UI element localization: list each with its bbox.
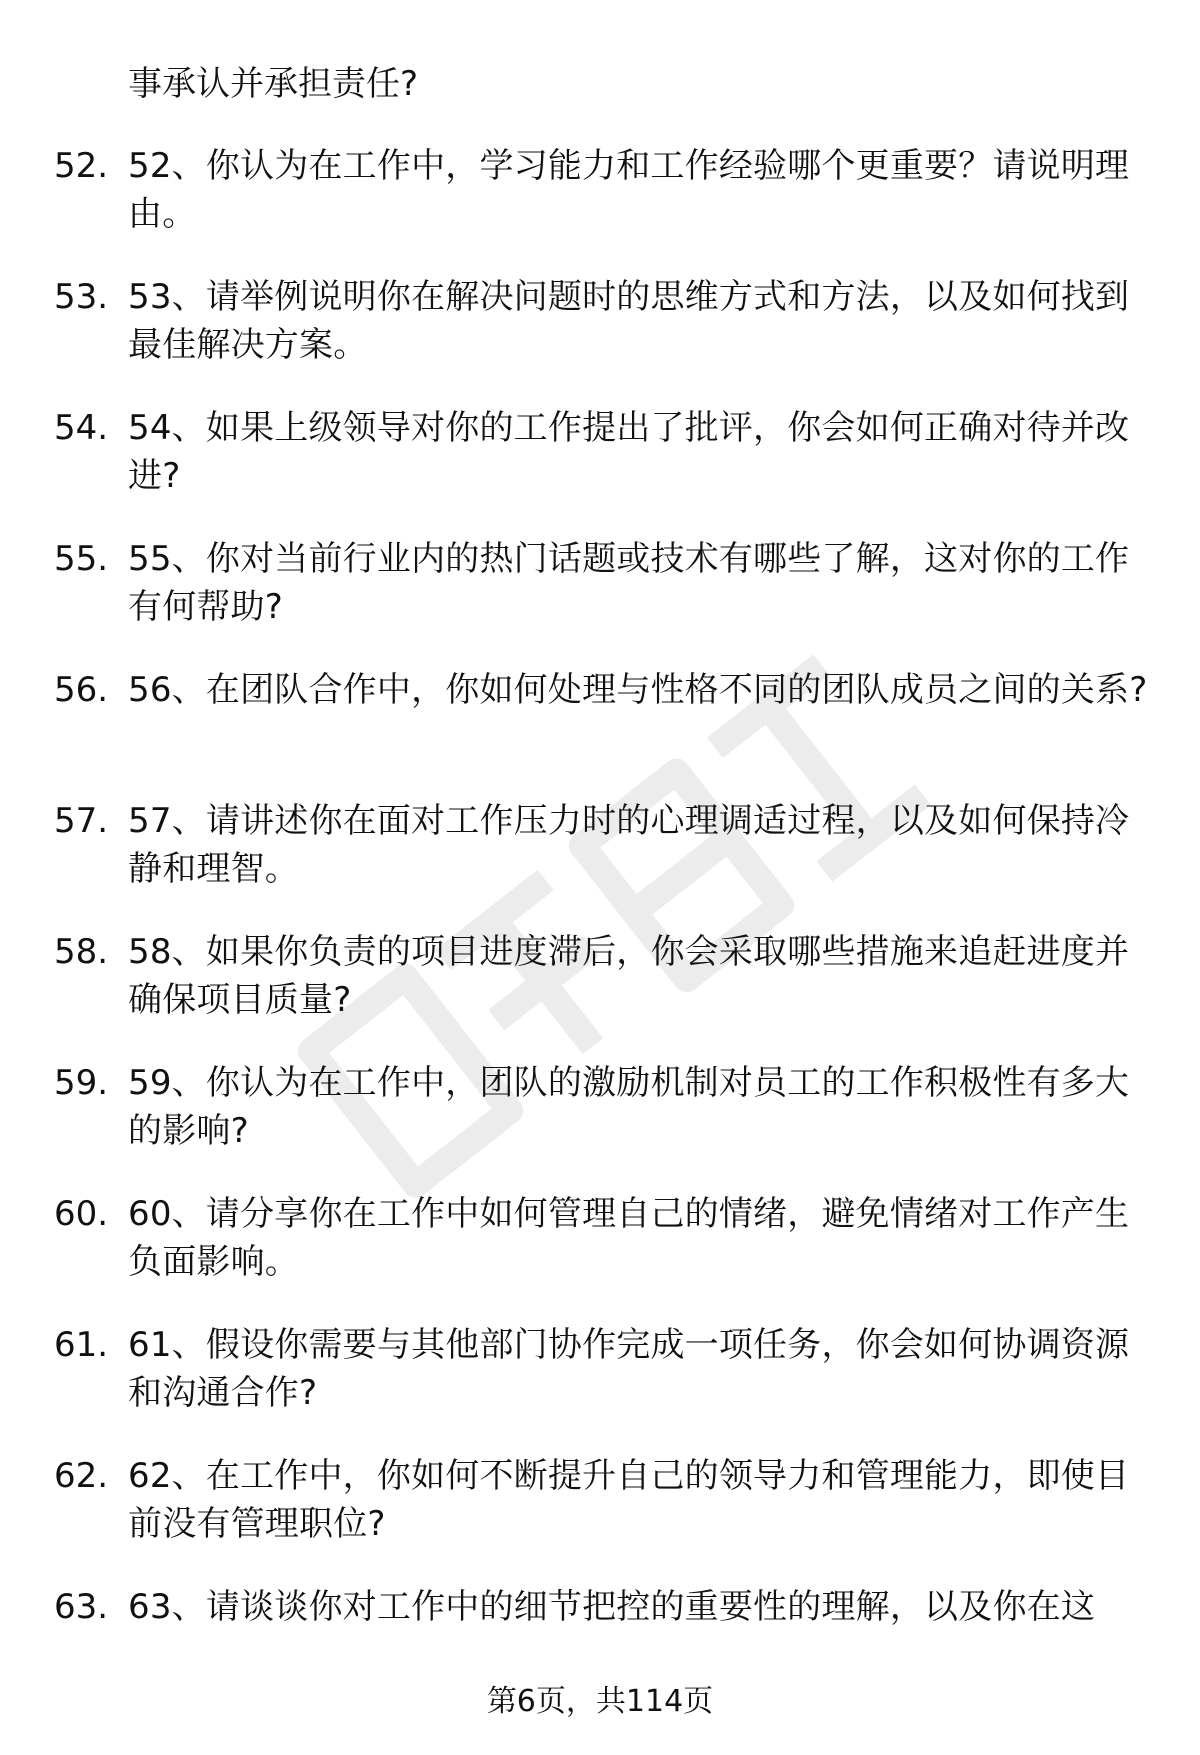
question-text: 55、你对当前行业内的热门话题或技术有哪些了解，这对你的工作有何帮助? (128, 539, 1130, 627)
question-number: 54. (54, 408, 109, 448)
question-text: 62、在工作中，你如何不断提升自己的领导力和管理能力，即使目前没有管理职位? (128, 1456, 1130, 1544)
question-text: 59、你认为在工作中，团队的激励机制对员工的工作积极性有多大的影响? (128, 1063, 1130, 1151)
question-text: 57、请讲述你在面对工作压力时的心理调适过程，以及如何保持冷静和理智。 (128, 801, 1130, 889)
list-item (0, 1452, 1200, 1583)
question-number: 58. (54, 932, 109, 972)
list-item (0, 797, 1200, 928)
continuation-text: 事承认并承担责任? (128, 64, 419, 104)
question-number: 53. (54, 277, 109, 317)
list-item (0, 1059, 1200, 1190)
question-text: 53、请举例说明你在解决问题时的思维方式和方法，以及如何找到最佳解决方案。 (128, 277, 1130, 365)
question-number: 62. (54, 1456, 109, 1496)
question-text: 58、如果你负责的项目进度滞后，你会采取哪些措施来追赶进度并确保项目质量? (128, 932, 1130, 1020)
list-item (0, 1321, 1200, 1452)
question-number: 52. (54, 146, 109, 186)
question-number: 59. (54, 1063, 109, 1103)
question-text: 56、在团队合作中，你如何处理与性格不同的团队成员之间的关系? (128, 670, 1148, 710)
question-number: 55. (54, 539, 109, 579)
question-number: 56. (54, 670, 109, 710)
question-text: 60、请分享你在工作中如何管理自己的情绪，避免情绪对工作产生负面影响。 (128, 1194, 1130, 1282)
question-list (0, 142, 1200, 1714)
question-number: 60. (54, 1194, 109, 1234)
question-number: 57. (54, 801, 109, 841)
list-item (0, 535, 1200, 666)
question-text: 61、假设你需要与其他部门协作完成一项任务，你会如何协调资源和沟通合作? (128, 1325, 1130, 1413)
list-item (0, 142, 1200, 273)
question-number: 61. (54, 1325, 109, 1365)
question-text: 54、如果上级领导对你的工作提出了批评，你会如何正确对待并改进? (128, 408, 1130, 496)
question-text: 52、你认为在工作中，学习能力和工作经验哪个更重要？请说明理由。 (128, 146, 1130, 234)
question-number: 63. (54, 1587, 109, 1627)
page-footer: 第6页，共114页 (486, 1684, 714, 1719)
list-item (0, 273, 1200, 404)
list-item (0, 404, 1200, 535)
question-text: 63、请谈谈你对工作中的细节把控的重要性的理解，以及你在这 (128, 1587, 1096, 1627)
list-item (0, 1190, 1200, 1321)
list-item (0, 666, 1200, 797)
list-item (0, 928, 1200, 1059)
